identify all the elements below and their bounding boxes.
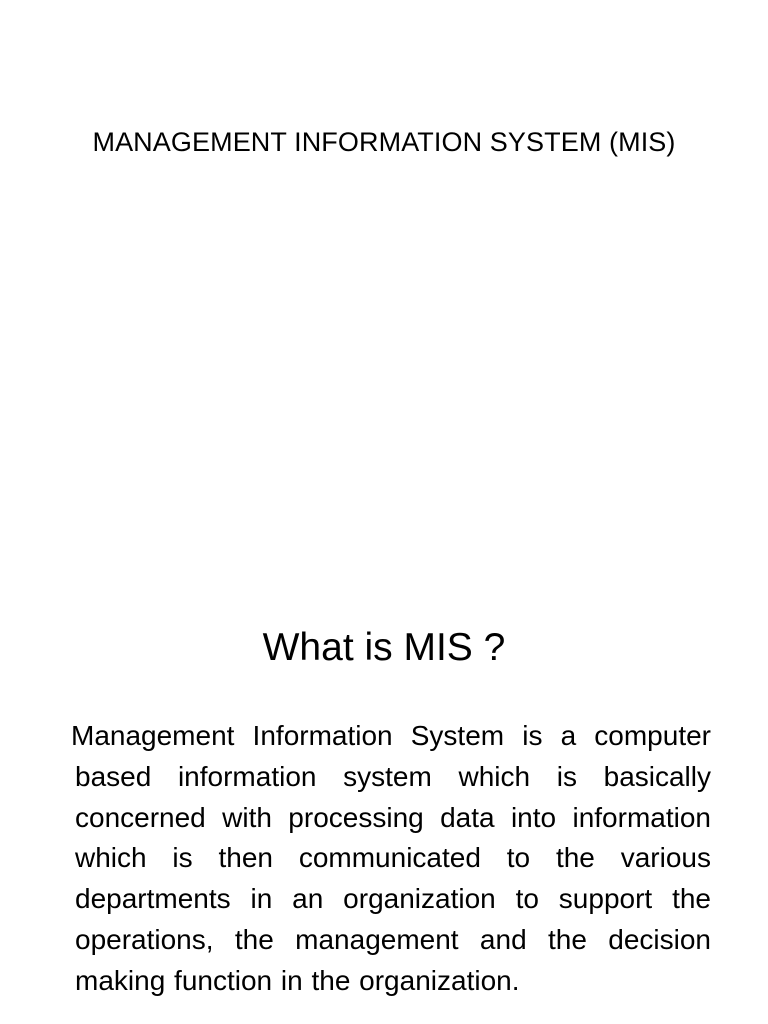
body-paragraph: Management Information System is a computer based information system which is basically concerned with processing data into information which is then communicated to the various departments in an organization to support the operations, the management and the decision making function in the organization. xyxy=(71,720,711,996)
section-heading: What is MIS ? xyxy=(262,626,506,669)
slide-title: MANAGEMENT INFORMATION SYSTEM (MIS) xyxy=(92,127,676,157)
